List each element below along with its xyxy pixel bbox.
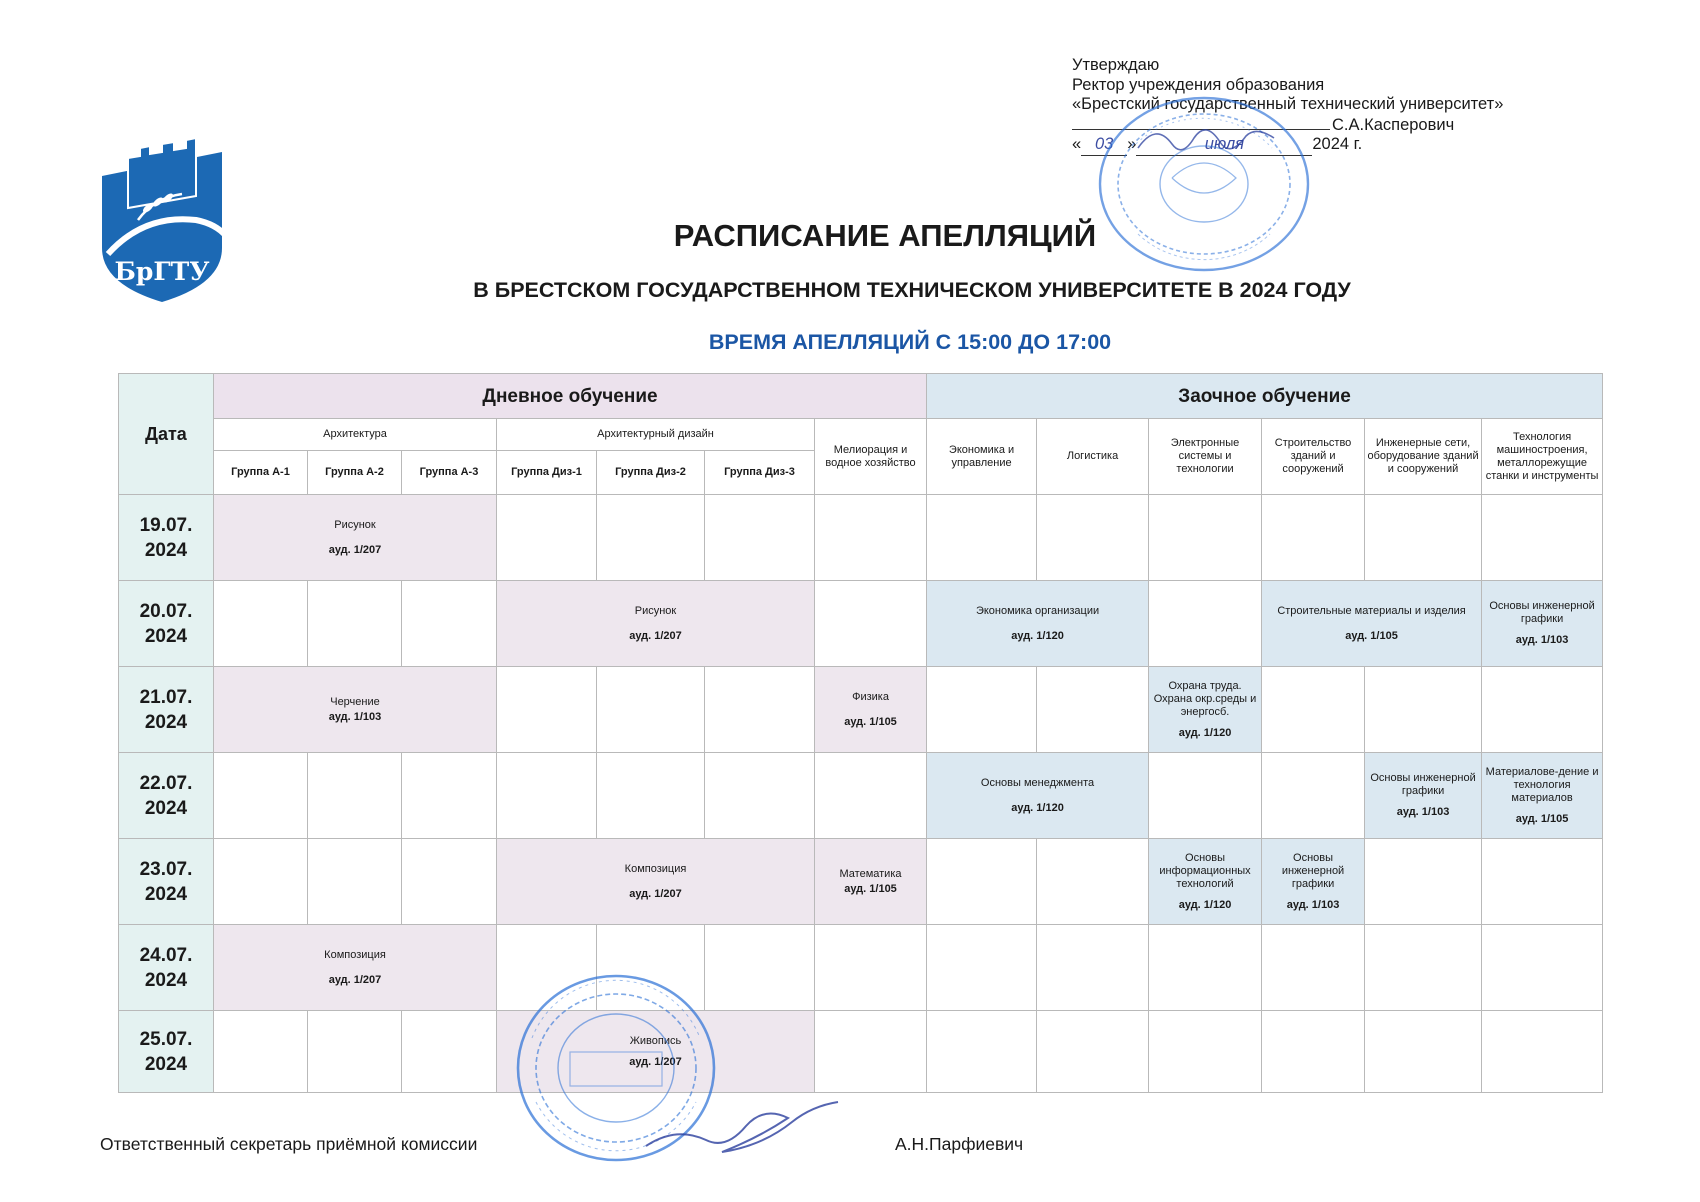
subject-name: Черчение [330, 695, 380, 708]
room-number: ауд. 1/120 [1011, 629, 1064, 642]
subject-name: Композиция [324, 948, 386, 961]
schedule-cell [1149, 839, 1262, 925]
header-architecture: Архитектура [214, 419, 497, 451]
header-group-d2: Группа Диз-2 [597, 451, 705, 495]
schedule-cell [214, 495, 497, 581]
subject-name: Живопись [629, 1034, 682, 1047]
schedule-cell [1262, 581, 1482, 667]
room-number: ауд. 1/103 [1286, 898, 1340, 911]
header-group-d3: Группа Диз-3 [705, 451, 815, 495]
schedule-table [118, 373, 1603, 1093]
footer-secretary-name: А.Н.Парфиевич [895, 1134, 1024, 1154]
date-cell: 22.07. 2024 [119, 753, 214, 839]
header-construction: Строительство зданий и сооружений [1262, 419, 1365, 495]
signature-blank [1072, 115, 1330, 130]
subject-name: Основы инженерной графики [1370, 772, 1476, 797]
approval-block [1072, 56, 1632, 156]
header-group-a3: Группа А-3 [402, 451, 497, 495]
date-cell: 25.07. 2024 [119, 1011, 214, 1093]
page-title: РАСПИСАНИЕ АПЕЛЛЯЦИЙ [673, 218, 1097, 253]
date-year: 2024 г. [1312, 135, 1363, 153]
room-number: ауд. 1/207 [629, 887, 682, 900]
subject-name: Рисунок [334, 518, 376, 531]
room-number: ауд. 1/105 [1345, 629, 1398, 642]
page-subtitle: В БРЕСТСКОМ ГОСУДАРСТВЕННОМ ТЕХНИЧЕСКОМ УНИВЕРСИТЕТЕ В 2024 ГОДУ [473, 278, 1351, 302]
table-row [119, 753, 1603, 839]
date-cell: 21.07. 2024 [119, 667, 214, 753]
schedule-cell [214, 925, 497, 1011]
schedule-cell [497, 1011, 815, 1093]
subject-name: Основы инженерной графики [1281, 851, 1345, 890]
room-number: ауд. 1/207 [629, 1055, 682, 1068]
room-number: ауд. 1/103 [328, 710, 382, 723]
room-number: ауд. 1/105 [844, 715, 897, 728]
schedule-cell [1365, 753, 1482, 839]
approval-signature-line [1072, 115, 1632, 136]
date-day: 03 [1081, 135, 1127, 156]
table-row [119, 1011, 1603, 1093]
room-number: ауд. 1/120 [1178, 726, 1232, 739]
header-mechanical-engineering: Технология машиностроения, металлорежущие станки и инструменты [1482, 419, 1603, 495]
header-logistics: Логистика [1037, 419, 1149, 495]
header-engineering-networks: Инженерные сети, оборудование зданий и сооружений [1365, 419, 1482, 495]
subject-name: Охрана труда. Охрана окр.среды и энергосб. [1153, 679, 1257, 718]
header-economics: Экономика и управление [927, 419, 1037, 495]
approval-line-university: «Брестский государственный технический университет» [1072, 95, 1504, 113]
schedule-cell [497, 839, 815, 925]
date-open-quote: « [1072, 135, 1082, 153]
date-cell: 20.07. 2024 [119, 581, 214, 667]
room-number: ауд. 1/120 [1178, 898, 1232, 911]
date-close-quote: » [1127, 135, 1137, 153]
table-row [119, 495, 1603, 581]
subject-name: Основы информационных технологий [1159, 851, 1251, 890]
table-row [119, 667, 1603, 753]
date-cell: 23.07. 2024 [119, 839, 214, 925]
header-date: Дата [119, 374, 214, 495]
room-number: ауд. 1/207 [629, 629, 682, 642]
approval-line-approve: Утверждаю [1072, 56, 1160, 74]
room-number: ауд. 1/105 [1515, 812, 1569, 825]
schedule-cell [1482, 753, 1603, 839]
approval-date-line [1072, 135, 1632, 156]
header-electronic-systems: Электронные системы и технологии [1149, 419, 1262, 495]
schedule-cell [927, 753, 1149, 839]
room-number: ауд. 1/207 [328, 543, 382, 556]
subject-name: Строительные материалы и изделия [1277, 604, 1466, 617]
schedule-cell [1482, 581, 1603, 667]
room-number: ауд. 1/207 [328, 973, 382, 986]
room-number: ауд. 1/103 [1396, 806, 1450, 818]
date-cell: 24.07. 2024 [119, 925, 214, 1011]
subject-name: Материалове-дение и технология материалов [1485, 765, 1599, 804]
schedule-cell [497, 581, 815, 667]
header-day-study: Дневное обучение [214, 374, 927, 419]
subject-name: Композиция [624, 862, 687, 875]
header-group-a1: Группа А-1 [214, 451, 308, 495]
subject-name: Физика [852, 690, 889, 703]
secretary-signature [640, 1090, 850, 1170]
subject-name: Основы инженерной графики [1489, 600, 1595, 625]
appeal-time: ВРЕМЯ АПЕЛЛЯЦИЙ С 15:00 ДО 17:00 [708, 330, 1112, 354]
room-number: ауд. 1/120 [1011, 801, 1064, 814]
approval-line-rector: Ректор учреждения образования [1072, 75, 1325, 94]
subject-name: Основы менеджмента [980, 776, 1095, 789]
table-row [119, 925, 1603, 1011]
footer-secretary-title: Ответственный секретарь приёмной комиссии [100, 1134, 478, 1154]
table-row [119, 839, 1603, 925]
room-number: ауд. 1/105 [844, 882, 897, 895]
header-melioration: Мелиорация и водное хозяйство [815, 419, 927, 495]
subject-name: Рисунок [634, 604, 677, 617]
header-group-d1: Группа Диз-1 [497, 451, 597, 495]
schedule-cell [214, 667, 497, 753]
schedule-cell [815, 839, 927, 925]
schedule-cell [927, 581, 1149, 667]
date-cell: 19.07. 2024 [119, 495, 214, 581]
schedule-cell [815, 667, 927, 753]
date-month: июля [1136, 135, 1312, 156]
table-row [119, 581, 1603, 667]
schedule-cell [1262, 839, 1365, 925]
room-number: ауд. 1/103 [1515, 634, 1569, 646]
header-distance-study: Заочное обучение [927, 374, 1603, 419]
header-group-a2: Группа А-2 [308, 451, 402, 495]
subject-name: Экономика организации [975, 604, 1100, 617]
subject-name: Математика [839, 867, 902, 880]
logo-text: БрГТУ [114, 257, 210, 286]
approval-signer: С.А.Касперович [1332, 115, 1455, 134]
schedule-cell [1149, 667, 1262, 753]
header-arch-design: Архитектурный дизайн [497, 419, 815, 451]
